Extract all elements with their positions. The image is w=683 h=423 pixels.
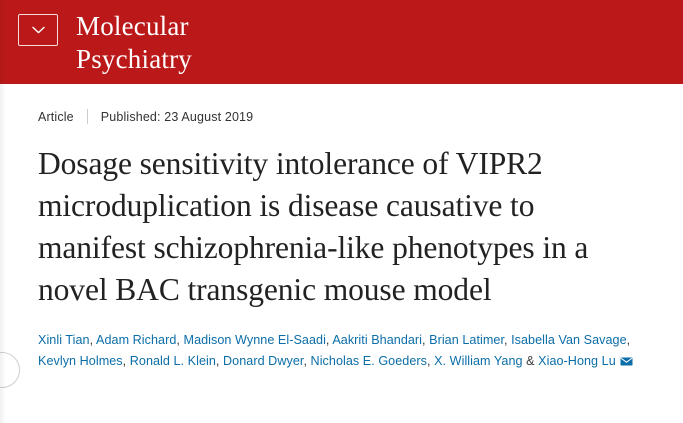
edge-shadow [0, 0, 6, 423]
author-separator: , [325, 332, 333, 347]
page-title: Dosage sensitivity intolerance of VIPR2 microduplication is disease causative to manifest schizophrenia-like phenotypes in a novel BAC transgenic mouse model [38, 146, 589, 307]
meta-divider [87, 109, 88, 124]
author-link[interactable]: Adam Richard [96, 332, 177, 347]
author-ampersand: & [522, 353, 539, 368]
journal-title-line-2: Psychiatry [76, 43, 192, 74]
author-separator: , [89, 332, 97, 347]
author-separator: , [504, 332, 512, 347]
author-link[interactable]: Xinli Tian [38, 332, 90, 347]
envelope-icon[interactable] [620, 352, 633, 373]
author-link[interactable]: Aakriti Bhandari [332, 332, 423, 347]
author-link[interactable]: Ronald L. Klein [129, 353, 216, 368]
article-meta [38, 84, 645, 124]
author-separator: , [626, 332, 631, 347]
publication-date: Published: 23 August 2019 [100, 109, 254, 124]
author-separator: , [422, 332, 430, 347]
journal-title[interactable] [76, 10, 192, 76]
journal-menu-toggle-button[interactable] [18, 14, 58, 46]
author-separator: , [427, 353, 435, 368]
author-link[interactable]: Nicholas E. Goeders [310, 353, 427, 368]
author-separator: , [303, 353, 311, 368]
journal-masthead [0, 0, 683, 84]
author-link[interactable]: X. William Yang [434, 353, 523, 368]
author-list [38, 330, 645, 373]
author-separator: , [122, 353, 130, 368]
author-link[interactable]: Donard Dwyer [223, 353, 304, 368]
article-header [0, 84, 683, 373]
journal-title-line-1: Molecular [76, 11, 189, 41]
author-separator: , [176, 332, 184, 347]
chevron-down-icon [32, 26, 45, 34]
corresponding-author-link[interactable]: Xiao-Hong Lu [538, 353, 616, 368]
author-link[interactable]: Isabella Van Savage [511, 332, 627, 347]
author-link[interactable]: Madison Wynne El-Saadi [183, 332, 326, 347]
author-separator: , [215, 353, 224, 368]
author-link[interactable]: Kevlyn Holmes [38, 353, 123, 368]
article-type-label: Article [38, 109, 74, 124]
author-link[interactable]: Brian Latimer [429, 332, 504, 347]
